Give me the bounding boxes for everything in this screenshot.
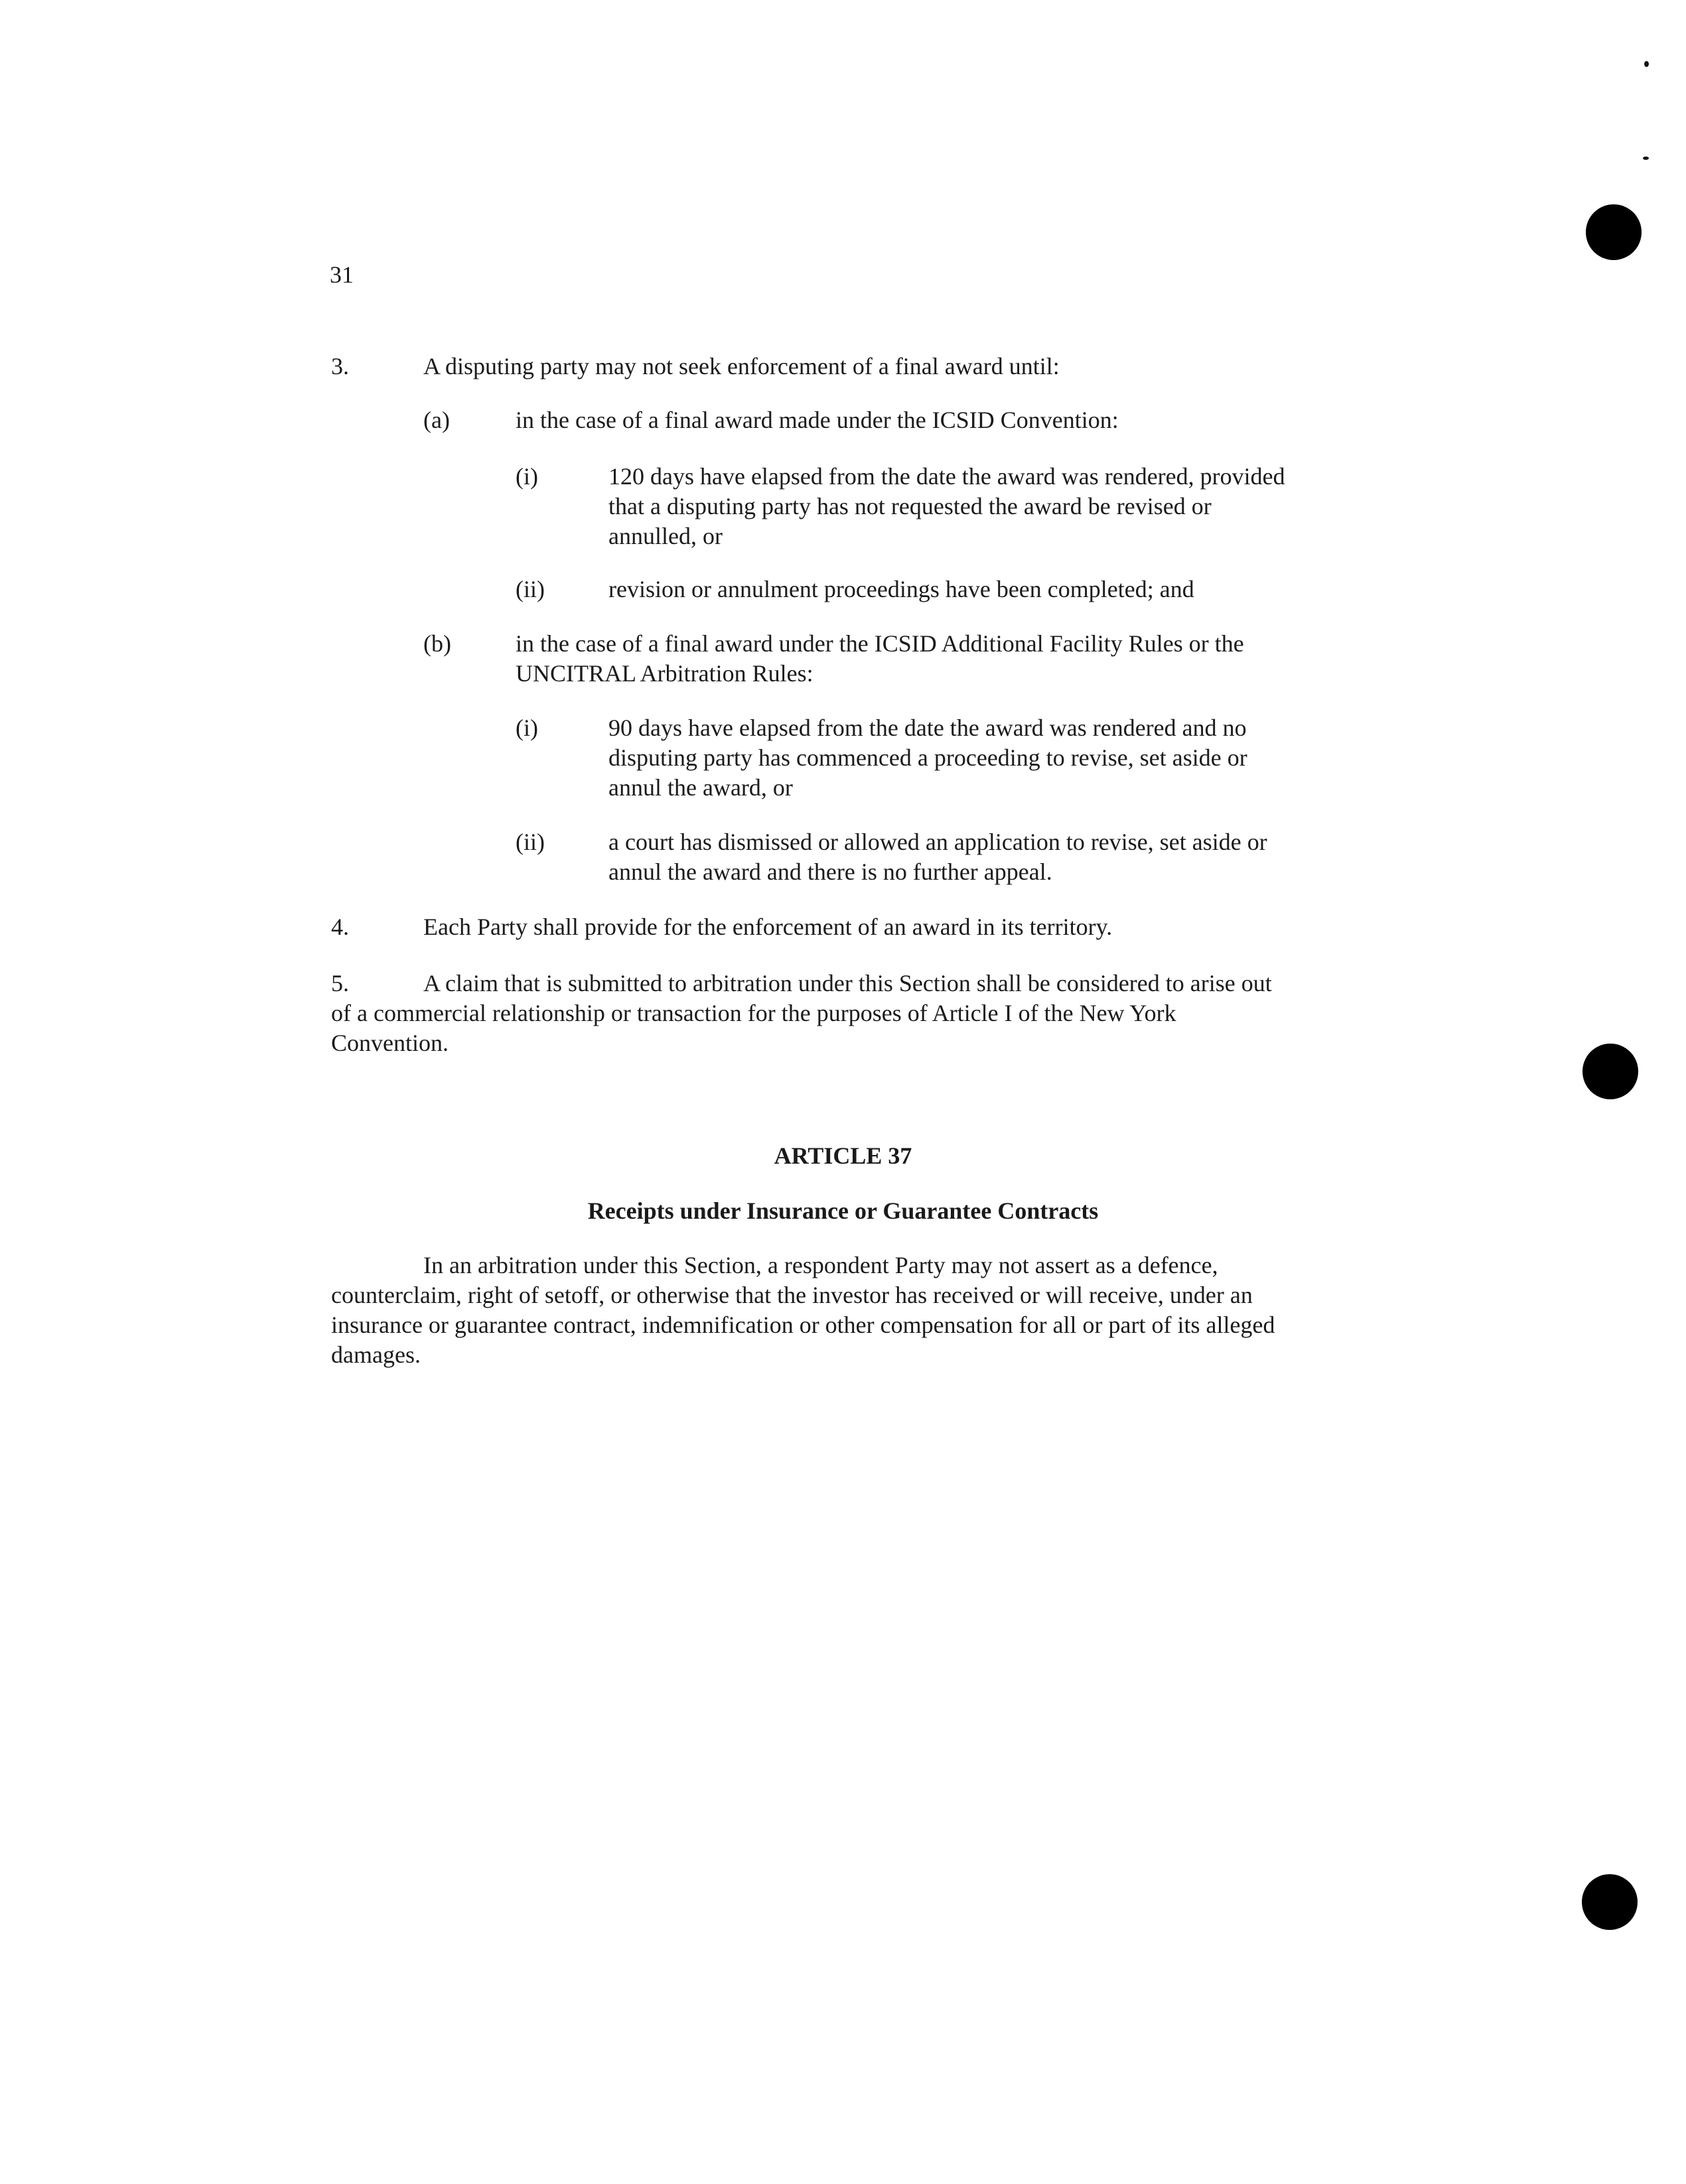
page-number: 31 [330, 261, 354, 288]
scan-speck [1643, 157, 1649, 160]
binder-hole-middle [1582, 1044, 1638, 1099]
item-a-text: in the case of a final award made under the ICSID Convention: [516, 407, 1119, 433]
item-a-label: (a) [423, 407, 450, 433]
text-line: annul the award, or [608, 774, 793, 801]
text-line: in the case of a final award under the ICSID Additional Facility Rules or the [516, 630, 1244, 657]
text-line: 120 days have elapsed from the date the award was rendered, provided [608, 463, 1285, 490]
scan-speck [1644, 61, 1649, 67]
section-4-number: 4. [331, 914, 349, 940]
text-line: Convention. [331, 1030, 449, 1056]
text-line: counterclaim, right of setoff, or otherwise that the investor has received or will receive, under an [331, 1282, 1253, 1308]
item-b-ii-text [608, 827, 1267, 887]
item-b-text [516, 629, 1244, 689]
item-a-i-text [608, 462, 1285, 551]
section-5-number: 5. [331, 970, 349, 996]
text-line: 90 days have elapsed from the date the award was rendered and no [608, 715, 1247, 741]
item-b-ii-label: (ii) [516, 829, 545, 855]
text-line: a court has dismissed or allowed an application to revise, set aside or [608, 829, 1267, 855]
item-b-label: (b) [423, 630, 451, 657]
text-line: annulled, or [608, 523, 723, 549]
item-a-ii-text: revision or annulment proceedings have been completed; and [608, 576, 1194, 602]
text-line: disputing party has commenced a proceeding to revise, set aside or [608, 744, 1247, 771]
text-line: UNCITRAL Arbitration Rules: [516, 660, 813, 687]
item-a-i-label: (i) [516, 463, 538, 490]
item-b-i-label: (i) [516, 715, 538, 741]
text-line: annul the award and there is no further appeal. [608, 858, 1052, 885]
item-b-i-text [608, 713, 1247, 803]
text-line: that a disputing party has not requested the award be revised or [608, 493, 1212, 519]
section-4-text: Each Party shall provide for the enforcement of an award in its territory. [423, 914, 1113, 940]
section-3-number: 3. [331, 353, 349, 379]
article-heading: ARTICLE 37 [774, 1142, 912, 1169]
section-5-text [331, 998, 1176, 1058]
item-a-ii-label: (ii) [516, 576, 545, 602]
article-body [331, 1280, 1275, 1370]
binder-hole-bottom [1582, 1874, 1638, 1930]
article-first-line: In an arbitration under this Section, a respondent Party may not assert as a defence, [423, 1252, 1218, 1278]
text-line: of a commercial relationship or transaction for the purposes of Article I of the New York [331, 1000, 1176, 1026]
text-line: insurance or guarantee contract, indemnification or other compensation for all or part of its alleged [331, 1312, 1275, 1338]
article-subheading: Receipts under Insurance or Guarantee Contracts [587, 1197, 1099, 1224]
section-3-text: A disputing party may not seek enforcement of a final award until: [423, 353, 1060, 379]
binder-hole-top [1586, 204, 1642, 260]
text-line: damages. [331, 1341, 421, 1368]
section-5-first-line: A claim that is submitted to arbitration under this Section shall be considered to arise out [423, 970, 1272, 996]
